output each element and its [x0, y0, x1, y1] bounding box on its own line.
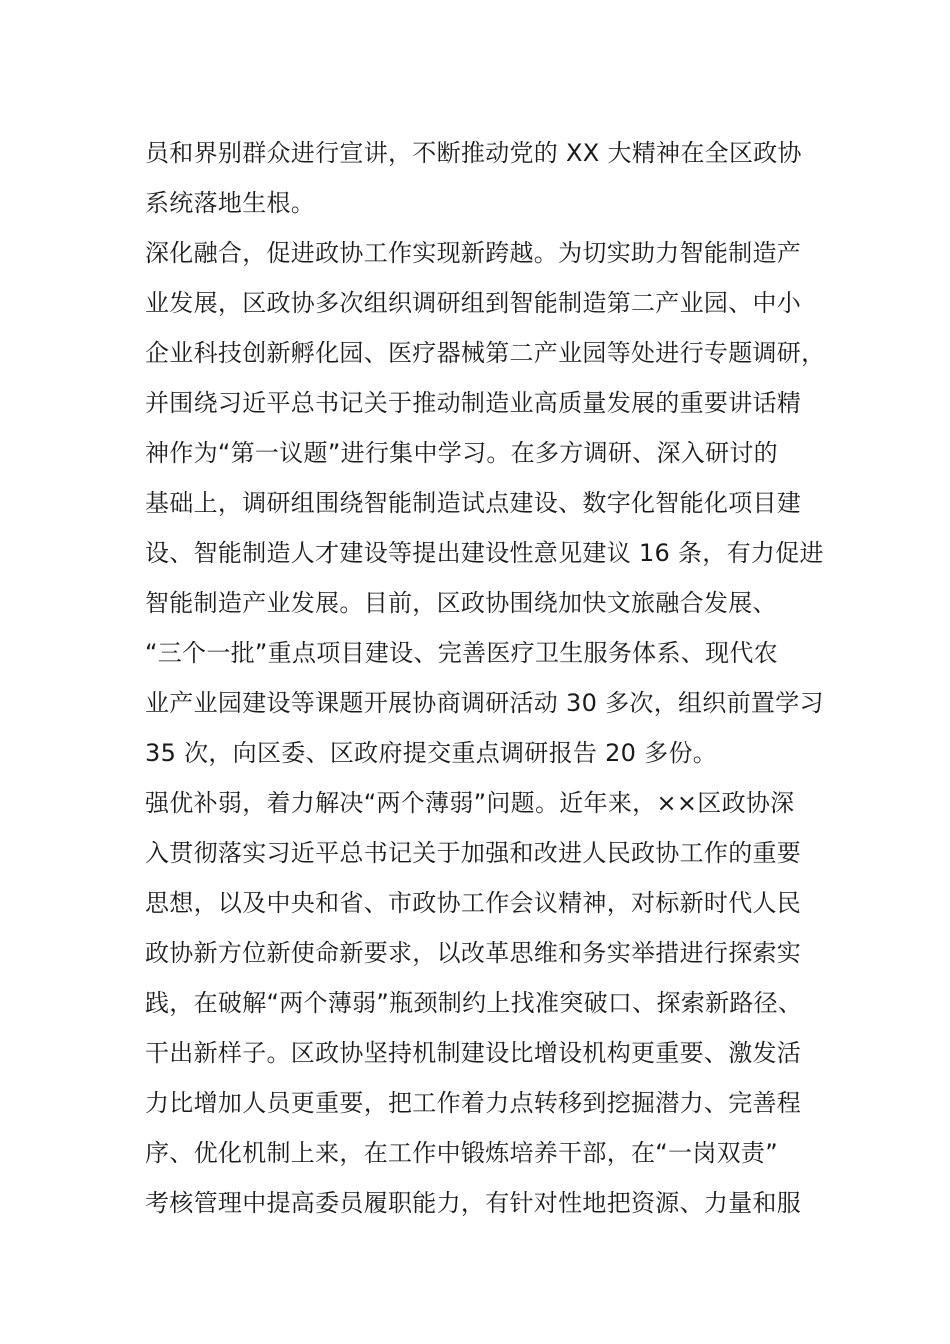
text-line: “三个一批”重点项目建设、完善医疗卫生服务体系、现代农	[145, 639, 778, 667]
text-line: 干出新样子。区政协坚持机制建设比增设机构更重要、激发活	[145, 1039, 802, 1067]
text-line: 序、优化机制上来，在工作中锻炼培养干部，在“一岗双责”	[145, 1139, 778, 1167]
text-line: 神作为“第一议题”进行集中学习。在多方调研、深入研讨的	[145, 439, 778, 467]
text-line: 业发展，区政协多次组织调研组到智能制造第二产业园、中小	[145, 289, 802, 317]
text-line: 力比增加人员更重要，把工作着力点转移到挖掘潜力、完善程	[145, 1089, 802, 1117]
text-line: 思想，以及中央和省、市政协工作会议精神，对标新时代人民	[145, 889, 802, 917]
text-line: 企业科技创新孵化园、医疗器械第二产业园等处进行专题调研，	[145, 339, 826, 367]
text-line: 基础上，调研组围绕智能制造试点建设、数字化智能化项目建	[145, 489, 802, 517]
text-line: 35 次，向区委、区政府提交重点调研报告 20 多份。	[145, 739, 718, 767]
text-line: 业产业园建设等课题开展协商调研活动 30 多次，组织前置学习	[145, 689, 824, 717]
text-line: 强优补弱，着力解决“两个薄弱”问题。近年来，××区政协深	[145, 789, 795, 817]
text-line: 并围绕习近平总书记关于推动制造业高质量发展的重要讲话精	[145, 389, 802, 417]
text-line: 入贯彻落实习近平总书记关于加强和改进人民政协工作的重要	[145, 839, 802, 867]
text-line: 考核管理中提高委员履职能力，有针对性地把资源、力量和服	[145, 1189, 802, 1217]
text-line: 员和界别群众进行宣讲，不断推动党的 XX 大精神在全区政协	[145, 139, 802, 167]
text-line: 政协新方位新使命新要求，以改革思维和务实举措进行探索实	[145, 939, 802, 967]
text-line: 系统落地生根。	[145, 189, 316, 217]
text-line: 设、智能制造人才建设等提出建设性意见建议 16 条，有力促进	[145, 539, 824, 567]
text-line: 智能制造产业发展。目前，区政协围绕加快文旅融合发展、	[145, 589, 777, 617]
text-line: 践，在破解“两个薄弱”瓶颈制约上找准突破口、探索新路径、	[145, 989, 803, 1017]
text-line: 深化融合，促进政协工作实现新跨越。为切实助力智能制造产	[145, 239, 802, 267]
